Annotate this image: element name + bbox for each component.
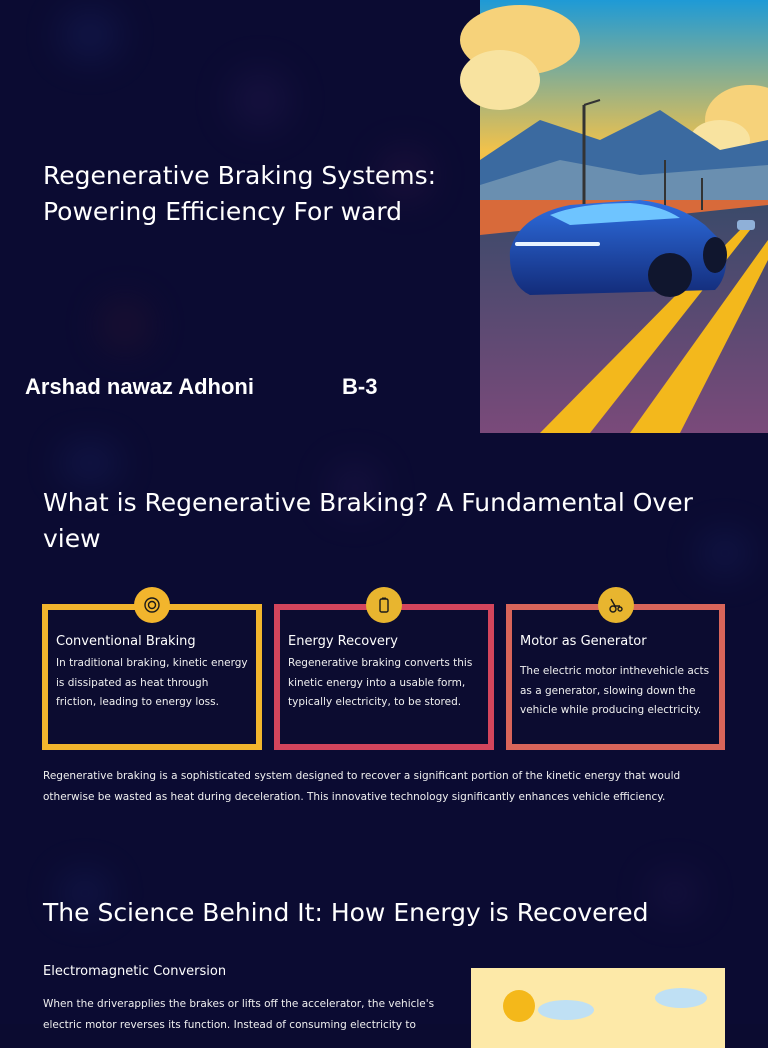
slide-title: Regenerative Braking Systems: Powering Efficiency For ward — [43, 161, 437, 226]
overview-slide — [0, 433, 768, 863]
feature-card-energy-recovery — [274, 604, 494, 750]
feature-card-motor-as-generator — [506, 604, 725, 750]
card-heading: Conventional Braking — [56, 634, 196, 649]
motor-icon — [598, 587, 634, 623]
card-body: In traditional braking, kinetic energy is dissipated as heat through friction, leading to energy loss. — [56, 657, 248, 708]
background-glow — [60, 443, 120, 483]
card-body: The electric motor inthevehicle acts as a generator, slowing down the vehicle while producing electricity. — [520, 665, 710, 716]
body-text: When the driverapplies the brakes or lifts off the accelerator, the vehicle's electric motor reverses its function. Instead of consuming electricity to — [43, 998, 435, 1031]
section-title: The Science Behind It: How Energy is Recovered — [43, 898, 649, 927]
section-title: What is Regenerative Braking? A Fundamental Over view — [43, 488, 693, 553]
subheading: Electromagnetic Conversion — [43, 964, 227, 979]
background-glow — [230, 70, 290, 130]
card-heading: Energy Recovery — [288, 634, 398, 649]
author-group: B-3 — [342, 374, 378, 399]
battery-icon — [366, 587, 402, 623]
background-glow — [100, 300, 150, 350]
science-slide — [0, 863, 768, 1031]
background-glow — [60, 10, 120, 60]
overview-summary: Regenerative braking is a sophisticated system designed to recover a significant portion of the kinetic energy that would otherwise be wasted as heat during deceleration. This innovative technology significantly enhances vehicle efficiency. — [43, 770, 681, 803]
feature-card-conventional-braking — [42, 604, 262, 750]
sunny-sky-illustration — [471, 968, 725, 1048]
car-road-illustration — [480, 0, 768, 433]
card-heading: Motor as Generator — [520, 634, 647, 649]
author-name: Arshad nawaz Adhoni — [25, 374, 254, 399]
card-body: Regenerative braking converts this kinetic energy into a usable form, typically electricity, to be stored. — [288, 657, 473, 708]
brake-disc-icon — [134, 587, 170, 623]
title-slide — [0, 0, 768, 433]
